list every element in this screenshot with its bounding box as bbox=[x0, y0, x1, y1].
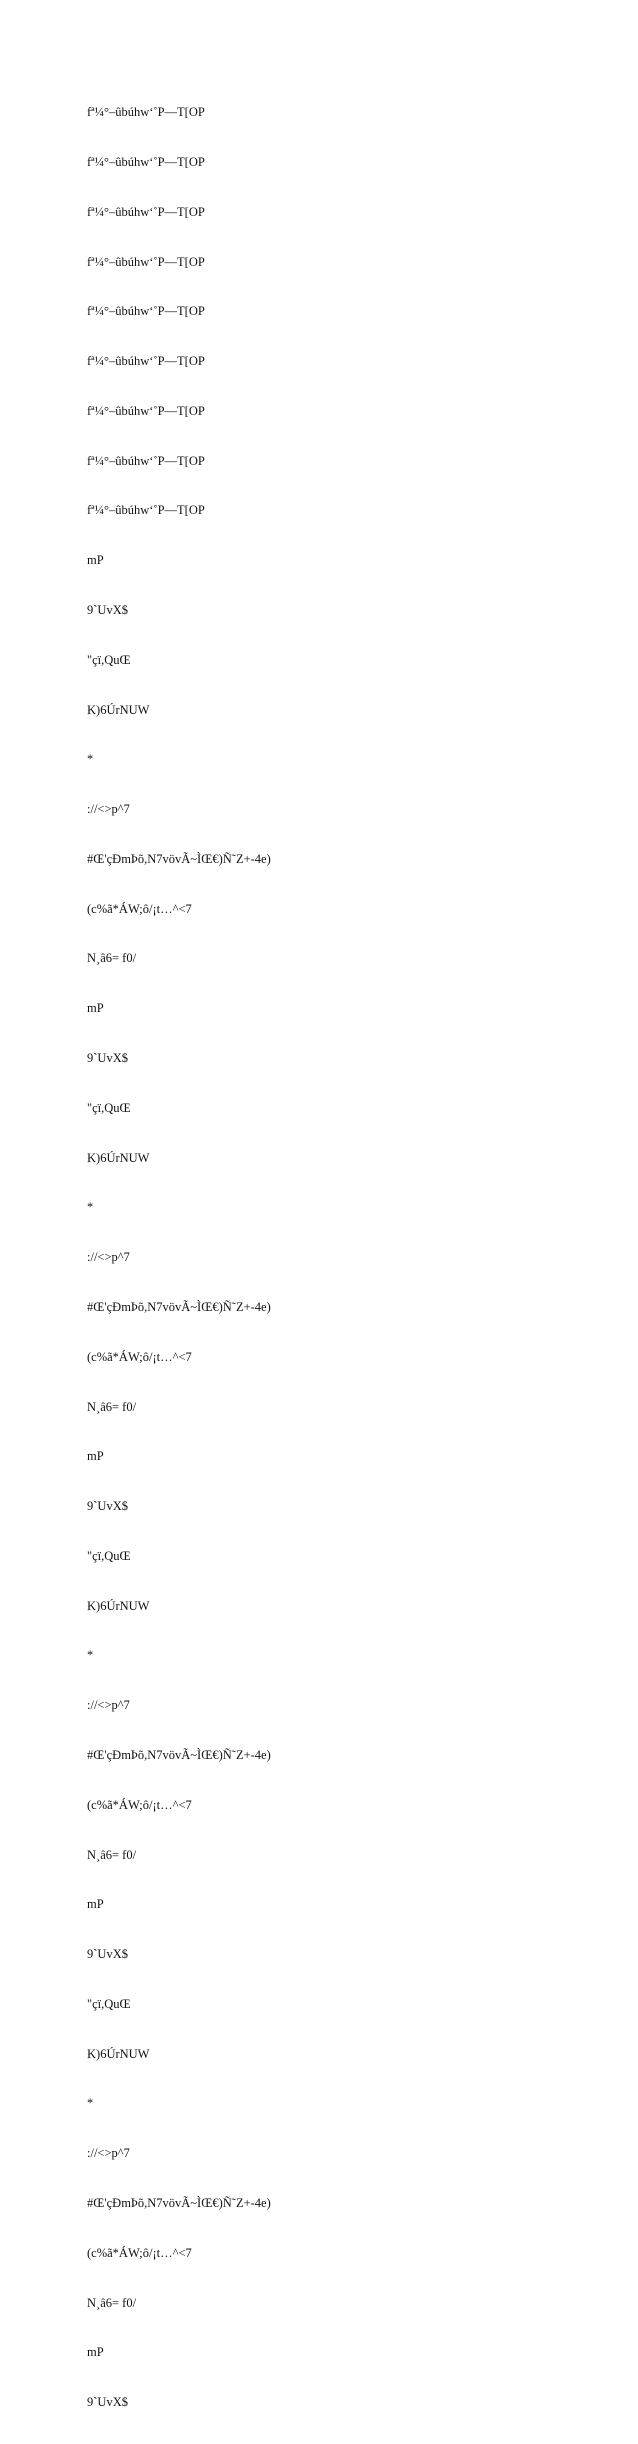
text-line: (c%ã*ÁW;ô/¡t…^<7 bbox=[87, 901, 192, 916]
text-line: mP bbox=[87, 1001, 104, 1016]
text-line: #Œ'çÐmÞõ,N7vövÃ~ÌŒ€)Ñ˜Z+-4e) bbox=[87, 1747, 271, 1762]
document-text-block bbox=[87, 71, 607, 2444]
text-line: * bbox=[87, 752, 94, 767]
text-line: N¸â6= f0/ bbox=[87, 2295, 137, 2310]
text-line: ://<>p^7 bbox=[87, 1250, 130, 1265]
text-line: * bbox=[87, 1648, 94, 1663]
text-line: fª¼°–ûbúhw‘˚P—T[OP bbox=[87, 453, 205, 468]
text-line: fª¼°–ûbúhw‘˚P—T[OP bbox=[87, 304, 205, 319]
text-line: N¸â6= f0/ bbox=[87, 951, 137, 966]
text-line: 9`UvX$ bbox=[87, 603, 128, 617]
text-line: 9`UvX$ bbox=[87, 1499, 128, 1514]
text-line: N¸â6= f0/ bbox=[87, 1847, 137, 1862]
text-line: "çï,QuŒ bbox=[87, 1996, 131, 2011]
text-line: 9`UvX$ bbox=[87, 2395, 128, 2410]
text-line: mP bbox=[87, 1449, 104, 1464]
text-line: #Œ'çÐmÞõ,N7vövÃ~ÌŒ€)Ñ˜Z+-4e) bbox=[87, 2196, 271, 2210]
text-line: K)6ÚrNUW bbox=[87, 1150, 150, 1165]
text-line: fª¼°–ûbúhw‘˚P—T[OP bbox=[87, 204, 205, 219]
text-line: fª¼°–ûbúhw‘˚P—T[OP bbox=[87, 254, 205, 269]
text-line: "çï,QuŒ bbox=[87, 1100, 131, 1115]
text-line: N¸â6= f0/ bbox=[87, 1399, 137, 1414]
text-line: K)6ÚrNUW bbox=[87, 2046, 150, 2061]
text-line: "çï,QuŒ bbox=[87, 652, 131, 667]
text-line: mP bbox=[87, 1897, 104, 1912]
text-line: ://<>p^7 bbox=[87, 2146, 130, 2161]
text-line: (c%ã*ÁW;ô/¡t…^<7 bbox=[87, 1797, 192, 1812]
text-line: "çï,QuŒ bbox=[87, 1548, 131, 1563]
text-line: (c%ã*ÁW;ô/¡t…^<7 bbox=[87, 2245, 192, 2260]
text-line: ://<>p^7 bbox=[87, 802, 130, 817]
text-line: fª¼°–ûbúhw‘˚P—T[OP bbox=[87, 154, 205, 169]
text-line: #Œ'çÐmÞõ,N7vövÃ~ÌŒ€)Ñ˜Z+-4e) bbox=[87, 1299, 271, 1314]
text-line: mP bbox=[87, 2345, 104, 2360]
text-line: (c%ã*ÁW;ô/¡t…^<7 bbox=[87, 1349, 192, 1364]
text-line: fª¼°–ûbúhw‘˚P—T[OP bbox=[87, 354, 205, 369]
text-line: fª¼°–ûbúhw‘˚P—T[OP bbox=[87, 503, 205, 518]
text-line: #Œ'çÐmÞõ,N7vövÃ~ÌŒ€)Ñ˜Z+-4e) bbox=[87, 851, 271, 866]
text-line: 9`UvX$ bbox=[87, 1947, 128, 1962]
text-line: 9`UvX$ bbox=[87, 1051, 128, 1066]
text-line: * bbox=[87, 2096, 94, 2111]
text-line: K)6ÚrNUW bbox=[87, 702, 150, 717]
text-line: K)6ÚrNUW bbox=[87, 1598, 150, 1613]
text-line: ://<>p^7 bbox=[87, 1698, 130, 1713]
text-line: fª¼°–ûbúhw‘˚P—T[OP bbox=[87, 105, 205, 120]
text-line: * bbox=[87, 1200, 94, 1215]
text-line: mP bbox=[87, 553, 104, 568]
text-line: fª¼°–ûbúhw‘˚P—T[OP bbox=[87, 403, 205, 418]
